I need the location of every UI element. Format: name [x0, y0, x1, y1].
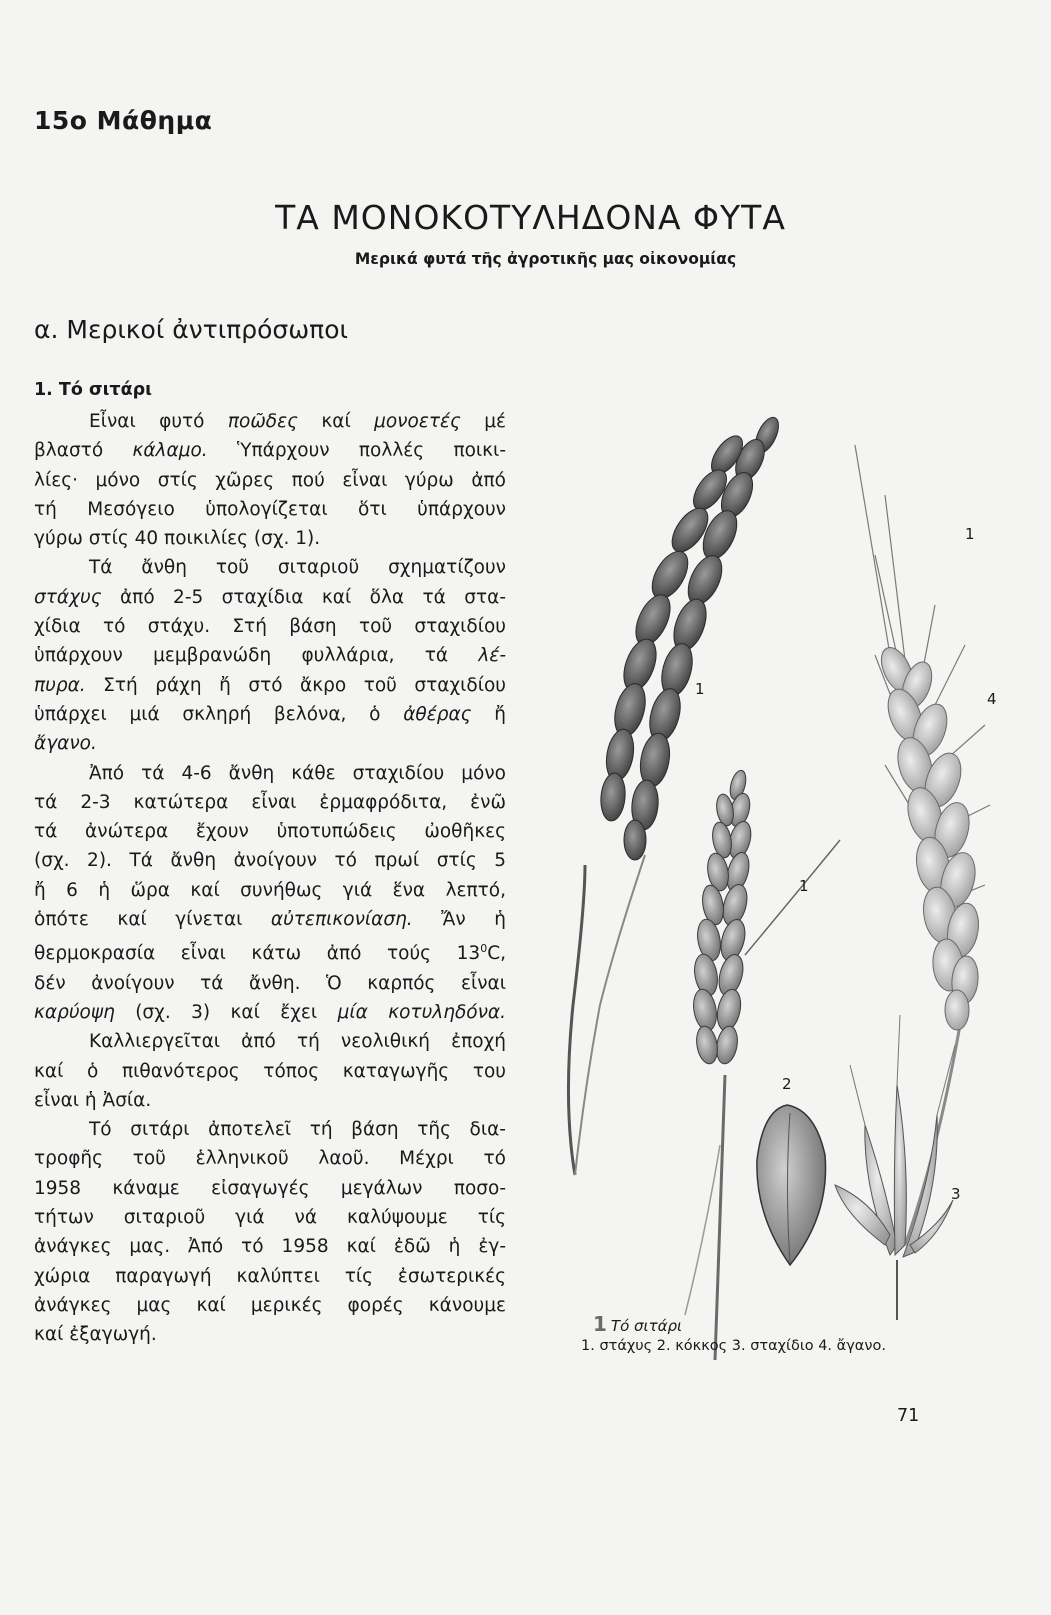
- figure-label: 1: [799, 877, 809, 895]
- text-line: πυρα. Στή ράχη ἤ στό ἄκρο τοῦ σταχιδίου: [34, 674, 506, 696]
- text-line: ὁπότε καί γίνεται αὐτεπικονίαση. Ἄν ἡ: [34, 909, 506, 931]
- text-line: λίες· μόνο στίς χῶρες πού εἶναι γύρω ἀπό: [34, 469, 506, 491]
- text-line: καί ἐξαγωγή.: [34, 1324, 157, 1346]
- wheat-ear-dark: [568, 414, 783, 1175]
- text-line: Τά ἄνθη τοῦ σιταριοῦ σχηματίζουν: [89, 557, 506, 579]
- text-line: Εἶναι φυτό ποῶδες καί μονοετές μέ: [89, 411, 506, 432]
- figure-label: 1: [965, 525, 975, 543]
- figure-label: 3: [951, 1185, 961, 1203]
- text-line: (σχ. 2). Τά ἄνθη ἀνοίγουν τό πρωί στίς 5: [34, 850, 506, 872]
- text-line: Καλλιεργεῖται ἀπό τή νεολιθική ἐποχή: [89, 1031, 506, 1053]
- text-line: ἀνάγκες μας καί μερικές φορές κάνουμε: [34, 1294, 506, 1316]
- text-line: ὑπάρχει μιά σκληρή βελόνα, ὁ ἀθέρας ἤ: [34, 703, 506, 725]
- figure-label: 2: [782, 1075, 792, 1093]
- section-heading: α. Μερικοί ἀντιπρόσωποι: [34, 315, 348, 344]
- page-subtitle: Μερικά φυτά τῆς ἀγροτικῆς μας οἰκονομίας: [354, 250, 737, 268]
- text-line: εἶναι ἡ Ἀσία.: [34, 1089, 152, 1111]
- text-line: βλαστό κάλαμο. Ὑπάρχουν πολλές ποικι-: [34, 440, 506, 462]
- figure-label: 4: [987, 690, 997, 708]
- text-line: ἀνάγκες μας. Ἀπό τό 1958 καί ἐδῶ ἡ ἐγ-: [34, 1236, 506, 1258]
- text-line: Ἀπό τά 4-6 ἄνθη κάθε σταχιδίου μόνο: [89, 762, 506, 784]
- figure-caption-title: 1 Τό σιτάρι: [593, 1312, 683, 1336]
- text-line: τά ἀνώτερα ἔχουν ὑποτυπώδεις ὠοθῆκες: [34, 821, 506, 843]
- text-line: ἄγανο.: [34, 733, 97, 755]
- text-line: 1958 κάναμε εἰσαγωγές μεγάλων ποσο-: [34, 1177, 506, 1199]
- figure-caption-legend: 1. στάχυς 2. κόκκος 3. σταχίδιο 4. ἄγανο.: [581, 1338, 886, 1354]
- text-line: γύρω στίς 40 ποικιλίες (σχ. 1).: [34, 528, 321, 550]
- text-line: χίδια τό στάχυ. Στή βάση τοῦ σταχιδίου: [34, 616, 506, 638]
- text-line: τήτων σιταριοῦ γιά νά καλύψουμε τίς: [34, 1207, 506, 1229]
- text-line: καρύοψη (σχ. 3) καί ἔχει μία κοτυληδόνα.: [34, 1001, 506, 1023]
- text-line: τή Μεσόγειο ὑπολογίζεται ὅτι ὑπάρχουν: [34, 498, 506, 520]
- text-line: δέν ἀνοίγουν τά ἄνθη. Ὁ καρπός εἶναι: [34, 972, 506, 994]
- wheat-illustration: [545, 385, 1025, 1615]
- item-heading: 1. Τό σιτάρι: [34, 380, 152, 400]
- text-line: ὑπάρχουν μεμβρανώδη φυλλάρια, τά λέ-: [34, 645, 506, 667]
- wheat-spikelet: [835, 1015, 955, 1320]
- wheat-grain: [757, 1105, 826, 1265]
- text-line: Τό σιτάρι ἀποτελεῖ τή βάση τῆς δια-: [89, 1119, 506, 1141]
- wheat-ear-bearded: [855, 445, 990, 1245]
- body-text: [34, 407, 506, 1350]
- page-title: ΤΑ ΜΟΝΟΚΟΤΥΛΗΔΟΝΑ ΦΥΤΑ: [275, 198, 786, 237]
- text-line: τροφῆς τοῦ ἑλληνικοῦ λαοῦ. Μέχρι τό: [34, 1148, 506, 1170]
- text-line: καί ὁ πιθανότερος τόπος καταγωγῆς του: [34, 1060, 506, 1082]
- text-line: στάχυς ἀπό 2-5 σταχίδια καί ὅλα τά στα-: [34, 586, 506, 608]
- wheat-drawing: [545, 385, 1025, 1365]
- text-line: θερμοκρασία εἶναι κάτω ἀπό τούς $13^0C$,: [34, 942, 506, 965]
- lesson-label: 15ο Μάθημα: [34, 106, 213, 135]
- text-line: χώρια παραγωγή καλύπτει τίς ἐσωτερικές: [34, 1265, 506, 1287]
- text-line: τά 2-3 κατώτερα εἶναι ἑρμαφρόδιτα, ἐνῶ: [34, 791, 506, 813]
- figure-label: 1: [695, 680, 705, 698]
- text-line: ἤ 6 ἡ ὥρα καί συνήθως γιά ἕνα λεπτό,: [34, 879, 506, 901]
- wheat-ear-medium: [685, 769, 840, 1360]
- page-number: 71: [897, 1406, 920, 1426]
